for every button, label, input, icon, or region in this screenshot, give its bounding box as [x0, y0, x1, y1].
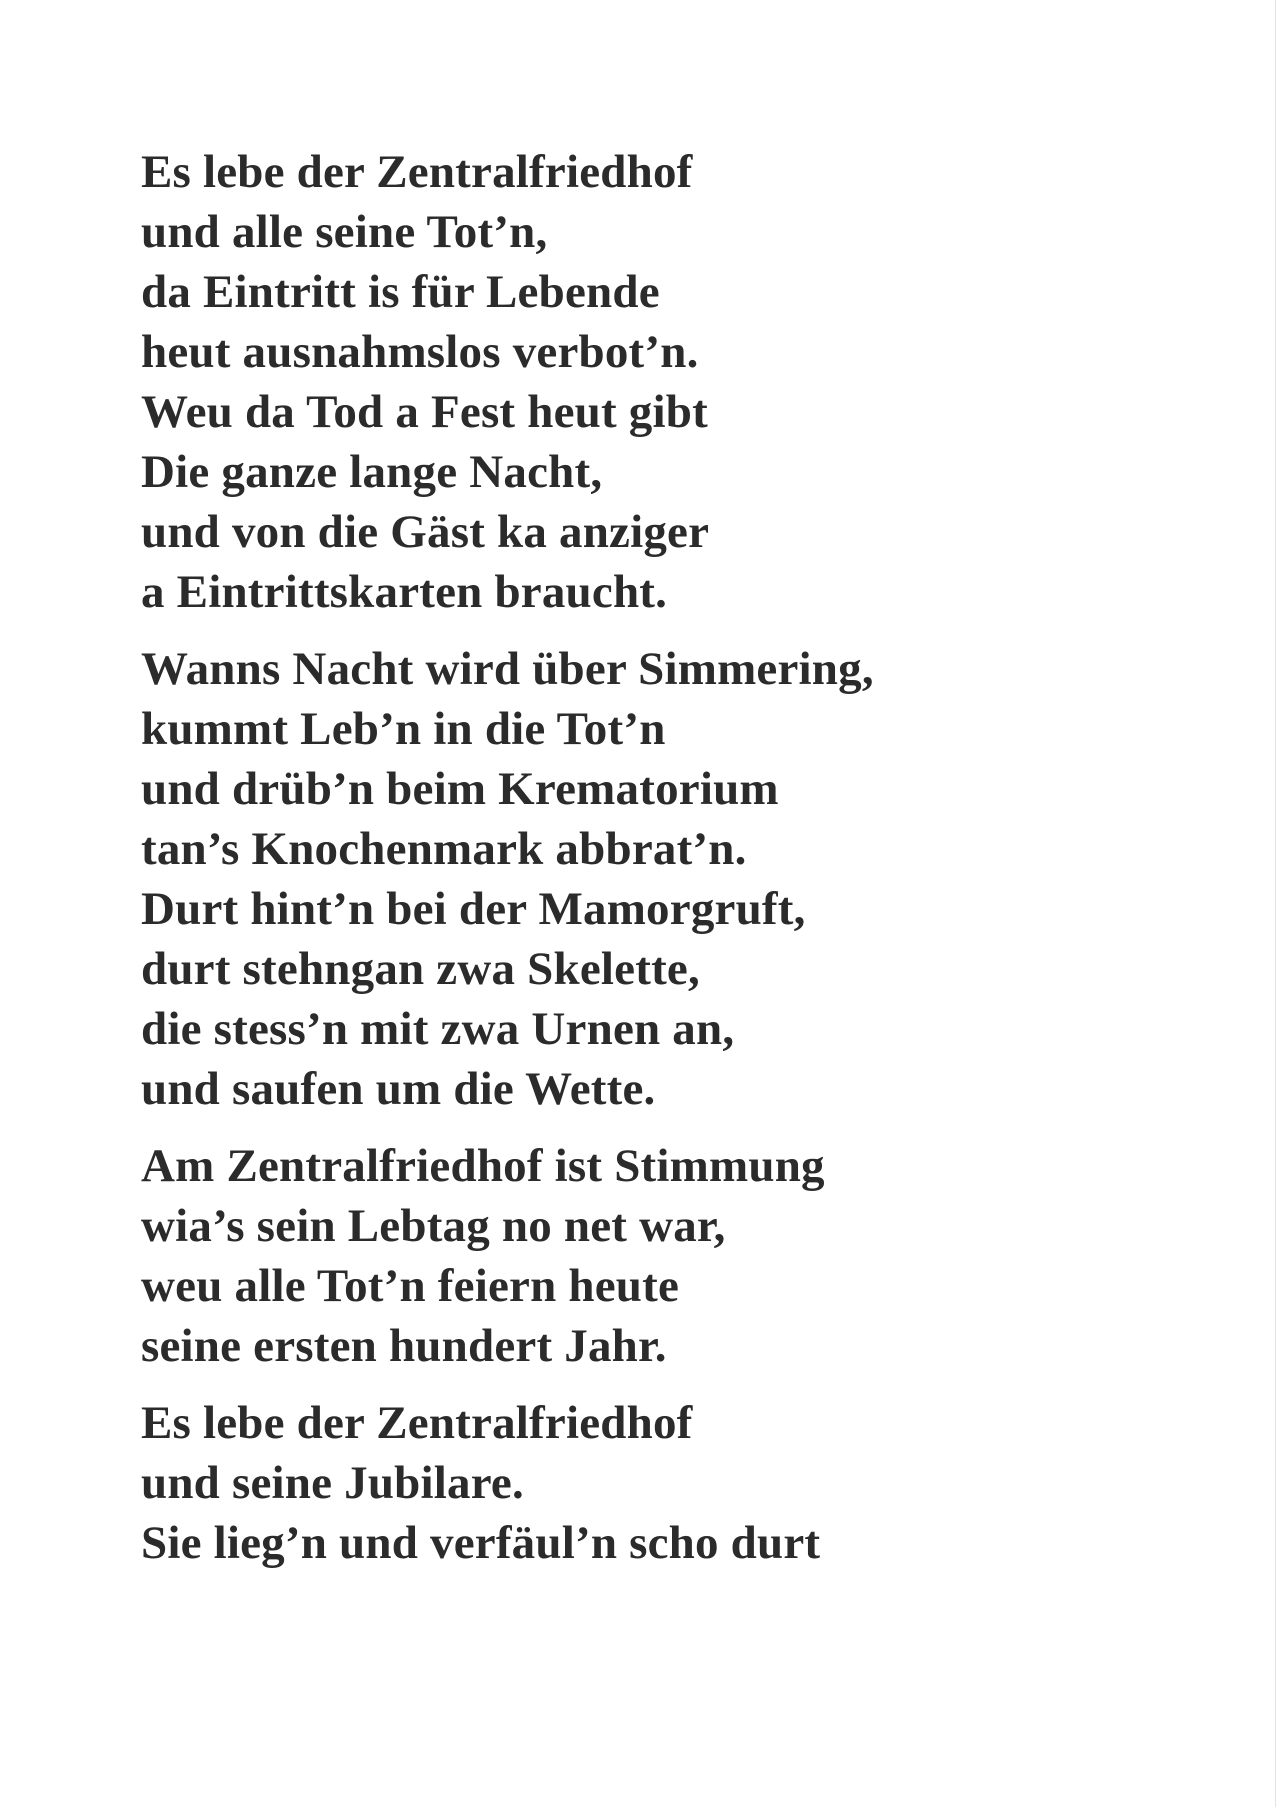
lyric-line: und alle seine Tot’n, [141, 206, 548, 258]
page-edge-line [1275, 0, 1276, 1807]
lyric-line: weu alle Tot’n feiern heute [141, 1260, 680, 1312]
stanza-4 [141, 1393, 1141, 1573]
lyric-line: Am Zentralfriedhof ist Stimmung [141, 1140, 825, 1192]
lyric-line: wia’s sein Lebtag no net war, [141, 1200, 726, 1252]
lyric-line: und seine Jubilare. [141, 1457, 524, 1509]
lyric-line: Es lebe der Zentralfriedhof [141, 146, 693, 198]
lyric-line: Die ganze lange Nacht, [141, 446, 603, 498]
lyric-line: heut ausnahmslos verbot’n. [141, 326, 699, 378]
lyrics-text [141, 142, 1141, 1573]
lyric-line: und drüb’n beim Krematorium [141, 763, 779, 815]
lyric-line: Wanns Nacht wird über Simmering, [141, 643, 874, 695]
lyric-line: tan’s Knochenmark abbrat’n. [141, 823, 747, 875]
stanza-1 [141, 142, 1141, 622]
stanza-3 [141, 1136, 1141, 1376]
lyric-line: und saufen um die Wette. [141, 1063, 656, 1115]
lyric-line: Sie lieg’n und verfäul’n scho durt [141, 1517, 821, 1569]
lyric-line: a Eintrittskarten braucht. [141, 566, 668, 618]
lyric-line: Weu da Tod a Fest heut gibt [141, 386, 708, 438]
stanza-2 [141, 639, 1141, 1119]
lyric-line: da Eintritt is für Lebende [141, 266, 660, 318]
lyric-line: die stess’n mit zwa Urnen an, [141, 1003, 735, 1055]
lyric-line: kummt Leb’n in die Tot’n [141, 703, 666, 755]
lyric-line: und von die Gäst ka anziger [141, 506, 710, 558]
lyric-line: durt stehngan zwa Skelette, [141, 943, 700, 995]
lyric-line: seine ersten hundert Jahr. [141, 1320, 667, 1372]
lyric-line: Es lebe der Zentralfriedhof [141, 1397, 693, 1449]
lyric-line: Durt hint’n bei der Mamorgruft, [141, 883, 806, 935]
